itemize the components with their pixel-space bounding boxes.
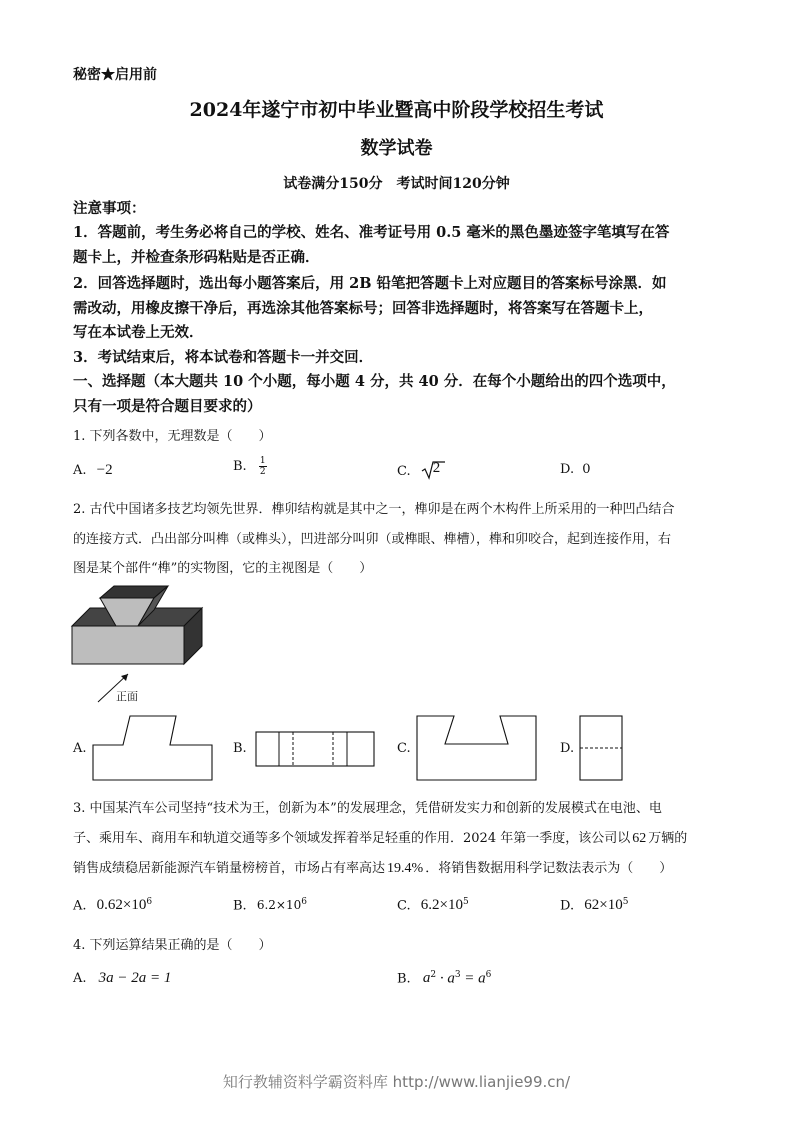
q3-option-b [233, 897, 307, 913]
front-view-label: 正面 [116, 690, 138, 703]
q3-c-base: 6.2×10 [420, 897, 463, 914]
q3-text: 销售成绩稳居新能源汽车销量榜榜首，市场占有率高达 [73, 861, 386, 876]
q1-c-radicand: 2 [432, 460, 441, 476]
q3-stem-line [73, 857, 672, 877]
q4-stem: 4. 下列运算结果正确的是（ ） [73, 938, 272, 953]
option-label: D. [560, 898, 575, 914]
option-label: A. [73, 971, 87, 986]
q4-b-exponent: 6 [485, 970, 492, 980]
q3-a-base: 0.62×10 [96, 897, 147, 914]
option-label: A. [73, 463, 87, 478]
q3-c-exponent: 5 [462, 897, 469, 907]
q1-option-b [233, 456, 267, 477]
option-label: A. [73, 741, 87, 756]
notice-line: 写在本试卷上无效． [73, 324, 204, 341]
option-label: B. [233, 898, 247, 914]
q3-text: 万辆的 [648, 831, 688, 846]
option-label: C. [397, 741, 411, 756]
q1-option-d [560, 462, 591, 477]
q1-b-fraction [259, 456, 267, 477]
footer-watermark: 知行教辅资料学霸资料库 http://www.lianjie99.cn/ [222, 1073, 571, 1091]
notice-line: 3．考试结束后，将本试卷和答题卡一并交回． [73, 349, 374, 366]
q3-option-a [73, 897, 152, 914]
q3-d-base: 62×10 [584, 897, 623, 914]
q2-option-c-figure [416, 715, 538, 781]
option-label: C. [397, 898, 411, 914]
q4-b-exponent: 3 [454, 970, 461, 980]
option-label: D. [560, 462, 575, 477]
confidential-label: 秘密★启用前 [73, 67, 157, 83]
exam-title: 2024年遂宁市初中毕业暨高中阶段学校招生考试 [189, 99, 604, 121]
q4-b-term: = a [460, 970, 486, 987]
q3-text: ．将销售数据用科学记数法表示为（ ） [425, 861, 673, 876]
q4-b-term: a [422, 970, 431, 987]
q1-a-value: −2 [96, 462, 113, 478]
section-heading: 一、选择题（本大题共 10 个小题，每小题 4 分，共 40 分．在每个小题给出的四个选项中， [73, 373, 676, 390]
q3-a-exponent: 6 [146, 897, 153, 907]
q4-option-b [397, 970, 491, 987]
option-label: A. [73, 898, 87, 914]
q1-option-c [397, 460, 445, 480]
q3-b-exponent: 6 [301, 897, 307, 907]
notice-heading: 注意事项： [73, 200, 146, 217]
notice-line: 题卡上，并检查条形码粘贴是否正确． [73, 249, 320, 266]
option-label: B. [233, 459, 247, 474]
q2-option-a-figure [92, 715, 214, 781]
q4-b-exponent: 2 [430, 970, 437, 980]
q3-stem-line [73, 827, 687, 847]
q2-stem-line: 2. 古代中国诸多技艺均领先世界．榫卯结构就是其中之一，榫卯是在两个木构件上所采用的一种凹凸结合 [73, 502, 675, 517]
q4-b-term: · a [436, 970, 455, 987]
q1-stem: 1. 下列各数中，无理数是（ ） [73, 429, 272, 444]
q1-d-value: 0 [582, 462, 591, 477]
q2-option-d-figure [579, 715, 623, 781]
q3-text: 子、乘用车、商用车和轨道交通等多个领域发挥着举足轻重的作用．2024 年第一季度，该公司以 [73, 831, 631, 846]
q3-stem-line: 3. 中国某汽车公司坚持“技术为王，创新为本”的发展理念，凭借研发实力和创新的发展模式在电池、电 [73, 801, 662, 816]
q2-option-b-figure [255, 731, 375, 767]
q2-stem-line: 图是某个部件“榫”的实物图，它的主视图是（ ） [73, 561, 373, 576]
q2-stem-line: 的连接方式．凸出部分叫榫（或榫头），凹进部分叫卯（或榫眼、榫槽），榫和卯咬合，起到连接作用，右 [73, 532, 672, 547]
q3-d-exponent: 5 [622, 897, 629, 907]
q4-a-expression: 3a − 2a = 1 [98, 970, 172, 986]
q3-option-c [397, 897, 469, 914]
notice-line: 1．答题前，考生务必将自己的学校、姓名、准考证号用 0.5 毫米的黑色墨迹签字笔填写在答 [73, 224, 670, 241]
option-label: B. [397, 971, 411, 987]
option-label: C. [397, 464, 411, 479]
fraction-numerator: 1 [259, 456, 266, 466]
q3-option-d [560, 897, 628, 914]
fraction-denominator: 2 [259, 467, 266, 477]
exam-meta: 试卷满分150分 考试时间120分钟 [283, 176, 510, 192]
exam-subtitle: 数学试卷 [360, 138, 433, 159]
q3-market-share: 19.4% [387, 861, 424, 876]
q3-b-base: 6.2×10 [256, 898, 302, 913]
option-label: D. [560, 741, 575, 756]
option-label: B. [233, 741, 247, 756]
q3-car-count: 62 [632, 831, 647, 846]
notice-line: 2．回答选择题时，选出每小题答案后，用 2B 铅笔把答题卡上对应题目的答案标号涂黑．如 [73, 275, 667, 292]
notice-line: 需改动，用橡皮擦干净后，再选涂其他答案标号；回答非选择题时，将答案写在答题卡上， [73, 300, 653, 317]
section-heading-cont: 只有一项是符合题目要求的） [73, 398, 262, 415]
sqrt-symbol [421, 460, 445, 480]
tenon-3d-figure [70, 584, 210, 704]
q4-option-a [73, 970, 171, 987]
q1-option-a [73, 462, 113, 479]
